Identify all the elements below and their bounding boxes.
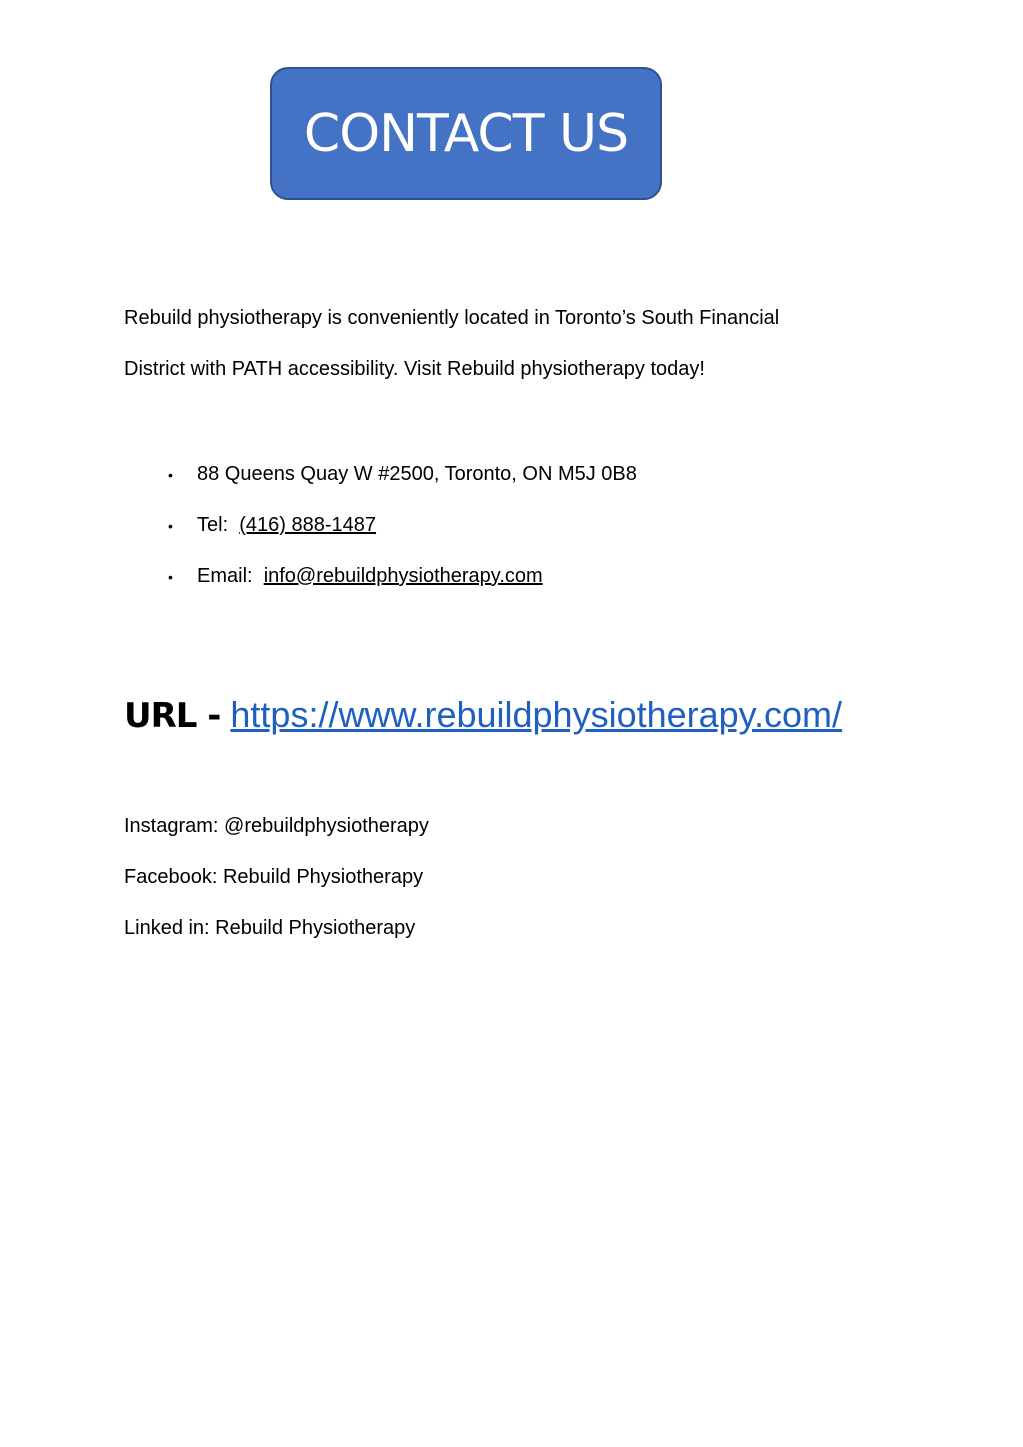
- email-item: [124, 566, 637, 617]
- email-label: Email:: [197, 565, 264, 587]
- address-item: [124, 464, 637, 515]
- tel-label: Tel:: [197, 514, 240, 536]
- tel-link[interactable]: (416) 888-1487: [239, 514, 377, 536]
- instagram-text: Instagram: @rebuildphysiotherapy: [124, 815, 429, 837]
- bullet-icon: •: [168, 518, 173, 534]
- intro-line-1: Rebuild physiotherapy is conveniently located in Toronto’s South Financial: [124, 307, 780, 329]
- website-link[interactable]: https://www.rebuildphysiotherapy.com/: [230, 694, 843, 735]
- bullet-icon: •: [168, 569, 173, 585]
- facebook-text: Facebook: Rebuild Physiotherapy: [124, 866, 424, 888]
- address-text: 88 Queens Quay W #2500, Toronto, ON M5J 0B8: [197, 463, 637, 485]
- tel-item: [124, 515, 637, 566]
- bullet-icon: •: [168, 467, 173, 483]
- linkedin-text: Linked in: Rebuild Physiotherapy: [124, 917, 416, 939]
- intro-line-2: District with PATH accessibility. Visit Rebuild physiotherapy today!: [124, 358, 705, 380]
- email-link[interactable]: info@rebuildphysiotherapy.com: [263, 565, 543, 587]
- contact-details-list: [124, 464, 637, 617]
- contact-us-title: CONTACT US: [303, 103, 629, 164]
- contact-us-banner: [270, 67, 662, 200]
- url-row: [124, 694, 842, 736]
- url-label: URL -: [124, 696, 221, 736]
